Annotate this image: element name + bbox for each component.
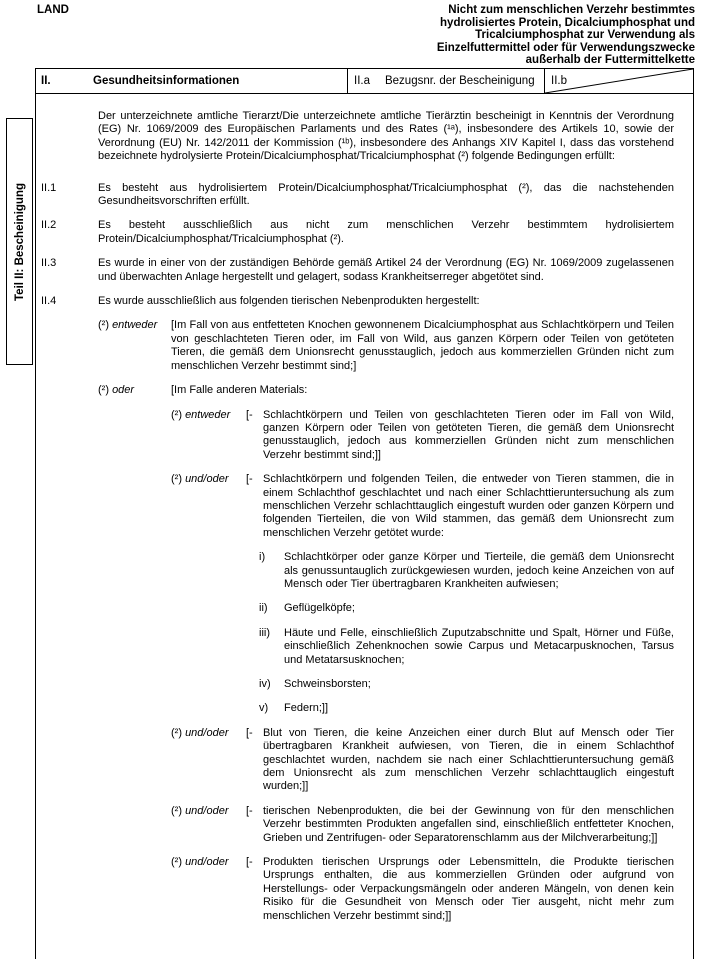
option-qualifier <box>171 473 246 716</box>
footnote-marker: (²) <box>98 319 109 332</box>
bracket-dash: [- <box>246 804 253 817</box>
roman-numeral: v) <box>259 702 269 715</box>
document-title <box>365 4 695 67</box>
sub-option-undoder-1 <box>171 473 674 716</box>
header-cell-health-info <box>36 69 347 93</box>
option-entweder <box>98 319 674 373</box>
document-title-line: Nicht zum menschlichen Verzehr bestimmtes <box>448 4 695 16</box>
item-number: II.2 <box>41 219 57 232</box>
diagonal-line <box>545 69 693 93</box>
header-cell-iib <box>544 69 693 93</box>
section-title: Gesundheitsinformationen <box>93 75 240 87</box>
item-row-ii1 <box>41 182 674 209</box>
roman-numeral: ii) <box>259 602 268 615</box>
bracket-dash: [- <box>246 473 253 486</box>
item-row-ii3 <box>41 257 674 284</box>
option-qualifier <box>171 409 246 463</box>
option-text: Blut von Tieren, die keine Anzeichen einer durch Blut auf Mensch oder Tier übertragbaren Krankheit aufwiesen, von Tieren, die in einem Schlachthof geschlachtet wurden, nachdem sie nach einer Schlachttieruntersuchung gemäß dem Unionsrecht als zum menschlichen Verzehr schlachttauglich eingestuft wurden;]] <box>263 726 674 793</box>
roman-numeral: iii) <box>259 626 270 639</box>
option-text: tierischen Nebenprodukten, die bei der Gewinnung von für den menschlichen Verzehr bestimmten Produkten angefallen sind, einschließlich entfetteter Knochen, Grieben und Zentrifugen- oder Separatorenschlamm aus der Milchverarbeitung;]] <box>263 804 674 844</box>
option-qualifier <box>171 856 246 923</box>
option-text: Schlachtkörpern und folgenden Teilen, die entweder von Tieren stammen, die in einem Schlachthof geschlachtet und nach einer Schlachttieruntersuchung als zum menschlichen Verzehr schlachttauglich eingestuft wurden oder ganzen Körpern und folgenden Tierteilen, die von Wild stammen, das gemäß dem Unionsrecht zum menschlichen Verzehr getötet wurde: <box>263 473 674 539</box>
qualifier-word: und/oder <box>185 726 229 739</box>
option-qualifier <box>98 384 171 397</box>
footnote-marker: (²) <box>171 473 182 486</box>
option-text: [Im Falle anderen Materials: <box>171 384 308 397</box>
certificate-table <box>35 68 694 959</box>
roman-item-text: Schweinsborsten; <box>284 678 371 690</box>
bracket-dash: [- <box>246 726 253 739</box>
certificate-body <box>36 94 693 923</box>
document-title-line: hydrolisiertes Protein, Dicalciumphosphat und <box>440 16 695 29</box>
roman-list-item <box>259 551 674 591</box>
roman-item-text: Federn;]] <box>284 702 329 715</box>
roman-numeral: iv) <box>259 678 271 690</box>
item-text: Es besteht ausschließlich aus nicht zum menschlichen Verzehr bestimmtem hydrolisiertem Protein/Dicalciumphosphat/Tricalciumphosphat (²). <box>98 219 674 245</box>
country-label: LAND <box>37 4 69 16</box>
sub-option-undoder-4 <box>171 856 674 923</box>
ref-label: Bezugsnr. der Bescheinigung <box>384 75 535 87</box>
footnote-marker: (²) <box>98 384 109 397</box>
item-number: II.3 <box>41 257 57 270</box>
footnote-marker: (²) <box>171 408 182 421</box>
item-number <box>41 110 98 164</box>
option-qualifier <box>171 805 246 845</box>
part-label-box <box>6 118 33 365</box>
roman-item-text: Schlachtkörper oder ganze Körper und Tierteile, die gemäß dem Unionsrecht als genussuntauglich zurückgewiesen wurden, jedoch keine Anzeichen von auf Mensch oder Tier übertragbaren Krankheiten aufwiesen; <box>284 551 674 590</box>
item-text: Es wurde in einer von der zuständigen Behörde gemäß Artikel 24 der Verordnung (EG) Nr. 1069/2009 zugelassenen und überwachten Anlage hergestellt und gelagert, sodass Krankheitserreger abgetötet sind. <box>98 257 674 283</box>
bracket-dash: [- <box>246 408 253 421</box>
document-title-line: außerhalb der Futtermittelkette <box>525 54 695 67</box>
item-number: II.1 <box>41 181 57 194</box>
option-oder <box>98 384 674 397</box>
qualifier-word: entweder <box>112 319 158 332</box>
table-header-row <box>36 69 693 94</box>
item-text: Es wurde ausschließlich aus folgenden tierischen Nebenprodukten hergestellt: <box>98 295 480 308</box>
document-title-line: Tricalciumphosphat zur Verwendung als <box>475 29 695 42</box>
option-qualifier <box>171 727 246 794</box>
qualifier-word: und/oder <box>185 473 229 486</box>
ref-code: II.a <box>354 75 370 87</box>
option-text: [Im Fall von aus entfetteten Knochen gewonnenem Dicalciumphosphat aus Schlachtkörpern und Teilen von geschlachteten Tieren oder, im Fall von Wild, aus ganzen Körpern oder Teilen von getöteten Tieren, die gemäß dem Unionsrecht genusstauglich, jedoch aus kommerziellen Gründen nicht zum menschlichen Verzehr bestimmt sind;] <box>171 319 674 372</box>
option-text: Schlachtkörpern und Teilen von geschlachteten Tieren oder im Fall von Wild, ganzen Körpern oder Teilen von getöteten Tieren, die gemäß dem Unionsrecht genusstauglich, jedoch aus kommerziellen Gründen nicht zum menschlichen Verzehr bestimmt sind;]] <box>263 408 674 461</box>
roman-numeral: i) <box>259 551 266 564</box>
sub-option-undoder-2 <box>171 727 674 794</box>
part-label: Teil II: Bescheinigung <box>13 182 26 301</box>
item-text: Es besteht aus hydrolisiertem Protein/Dicalciumphosphat/Tricalciumphosphat (²), das die nachstehenden Gesundheitsvorschriften erfüllt. <box>98 181 674 208</box>
roman-list-item <box>259 602 674 615</box>
qualifier-word: oder <box>112 384 135 397</box>
bracket-dash: [- <box>246 856 253 869</box>
footnote-marker: (²) <box>171 726 182 739</box>
roman-item-text: Häute und Felle, einschließlich Zuputzabschnitte und Spalt, Hörner und Füße, einschließlich Zehenknochen sowie Carpus und Metacarpusknochen, Tarsus und Metatarsusknochen; <box>284 626 674 666</box>
qualifier-word: und/oder <box>185 856 229 869</box>
roman-list-item <box>259 702 674 715</box>
roman-item-text: Geflügelköpfe; <box>284 602 355 615</box>
intro-row <box>41 110 674 164</box>
footnote-marker: (²) <box>171 804 182 817</box>
option-qualifier <box>98 319 171 373</box>
sub-option-undoder-3 <box>171 805 674 845</box>
qualifier-word: entweder <box>185 408 231 421</box>
item-row-ii2 <box>41 219 674 246</box>
iib-label: II.b <box>551 75 567 87</box>
roman-list-item <box>259 627 674 667</box>
qualifier-word: und/oder <box>185 804 229 817</box>
item-row-ii4 <box>41 295 674 308</box>
roman-list-item <box>259 678 674 691</box>
item-number: II.4 <box>41 295 57 308</box>
header-cell-reference <box>347 69 544 93</box>
option-text: Produkten tierischen Ursprungs oder Lebensmitteln, die Produkte tierischen Ursprungs enthalten, die aus kommerziellen Gründen oder aufgrund von Herstellungs- oder Verpackungsmängeln oder anderen Mängeln, von denen kein Risiko für die Gesundheit von Mensch oder Tier ausgeht, nicht mehr zum menschlichen Verzehr bestimmt sind;]] <box>263 856 674 922</box>
document-title-line: Einzelfuttermittel oder für Verwendungszwecke <box>436 41 695 54</box>
sub-option-entweder <box>171 409 674 463</box>
footnote-marker: (²) <box>171 856 182 869</box>
option-text-with-list <box>259 473 674 716</box>
intro-paragraph: Der unterzeichnete amtliche Tierarzt/Die unterzeichnete amtliche Tierärztin bescheinigt in Kenntnis der Verordnung (EG) Nr. 1069/2009 des Europäischen Parlaments und des Rates (¹ᵃ), insbesondere des Artikels 10, sowie der Verordnung (EU) Nr. 142/2011 der Kommission (¹ᵇ), insbesondere des Anhangs XIV Kapitel I, dass das vorstehend bezeichnete hydrolysierte Protein/Dicalciumphosphat/Tricalciumphosphat (²) folgende Bedingungen erfüllt: <box>98 110 674 163</box>
section-number: II. <box>41 75 51 87</box>
